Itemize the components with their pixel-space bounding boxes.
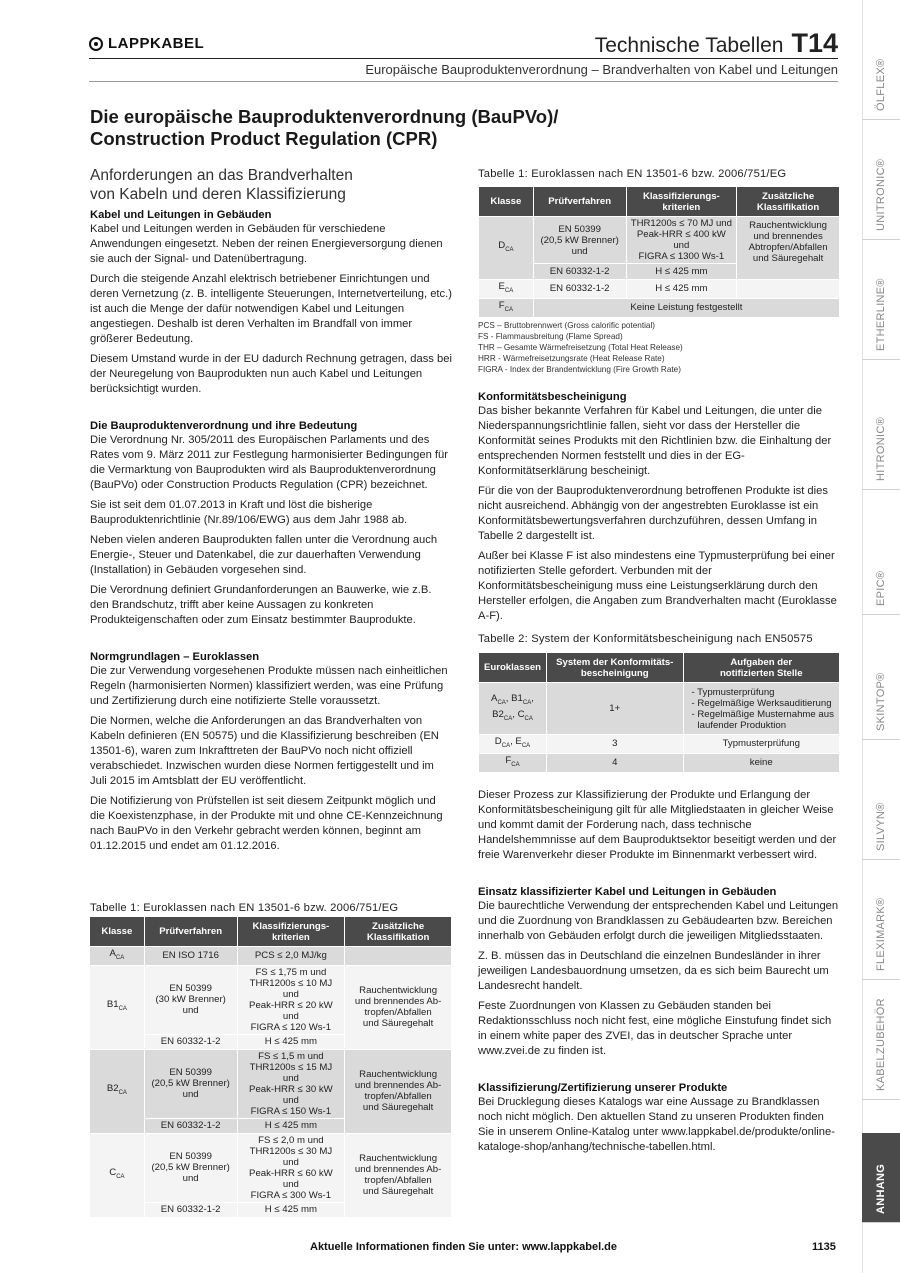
paragraph: Die baurechtliche Verwendung der entsprechenden Kabel und Leitungen und die Zuordnung von Brandklassen zu Gebäudearten bzw. Bereichen innerhalb von Gebäuden erfolgt durch die jeweiligen Mitgliedsstaaten. (478, 900, 839, 942)
subheading-klassifizierung: Klassifizierung/Zertifizierung unserer Produkte (478, 1082, 728, 1094)
footnote: HRR - Wärmefreisetzungsrate (Heat Release Rate) (478, 354, 665, 363)
col-header-euroklassen: Euroklassen (479, 653, 547, 683)
paragraph: Z. B. müssen das in Deutschland die einzelnen Bundesländer in ihrer jeweiligen Landesbauordnung umsetzen, da es sich beim Baurecht um Landesrecht handelt. (478, 950, 829, 992)
page-header (595, 28, 838, 59)
tab-epic[interactable] (862, 490, 900, 615)
table2-konformitaet (478, 652, 840, 773)
paragraph: Sie ist seit dem 01.07.2013 in Kraft und löst die bisherige Bauproduktenrichtlinie (Nr.89/106/EWG) aus dem Jahr 1988 ab. (90, 499, 408, 526)
table-row: $B1_{CA}$ EN 50399 (30 kW Brenner) und FS ≤ 1,75 m und THR1200s ≤ 10 MJ und Peak-HRR ≤ 20 kW und FIGRA ≤ 120 Ws-1 Rauchentwicklung und brennendes Ab- tropfen/Abfallen und Säuregehalt (90, 965, 452, 1034)
col-header-pruefverfahren: Prüfverfahren (533, 187, 626, 217)
paragraph: Die Normen, welche die Anforderungen an das Brandverhalten von Kabeln definieren (EN 50575) und die Klassifizierung beschreiben (EN 13501-6), waren zum Inkrafttreten der BauPVo noch nicht offiziell verabschiedet. Inzwischen wurden diese Normen fertiggestellt und im Juli 2015 im Amtsblatt der EU veröffentlicht. (90, 715, 439, 787)
page-title-line1: Die europäische Bauproduktenverordnung (BauPVo)/ (90, 106, 559, 127)
paragraph: Neben vielen anderen Bauprodukten fallen unter die Verordnung auch Energie-, Steuer und Datenkabel, die zur dauerhaften Verwendung (Installation) in Gebäuden vorgesehen sind. (90, 534, 438, 576)
tab-label: HITRONIC® (875, 417, 887, 481)
table-row: $A_{CA}$ EN ISO 1716 PCS ≤ 2,0 MJ/kg (90, 947, 452, 966)
left-column (90, 166, 452, 854)
tab-label: EPIC® (875, 570, 887, 606)
header-title: Technische Tabellen (594, 34, 784, 57)
tab-label: ANHANG (875, 1163, 887, 1214)
col-header-aufgaben: Aufgaben der notifizierten Stelle (683, 653, 840, 683)
table-row: $E_{CA}$ EN 60332-1-2 H ≤ 425 mm (479, 280, 840, 299)
table1-caption: Tabelle 1: Euroklassen nach EN 13501-6 bzw. 2006/751/EG (90, 902, 399, 914)
page-title-line2: Construction Product Regulation (CPR) (90, 128, 438, 149)
tab-hitronic[interactable] (862, 360, 900, 490)
col-header-zusatz: Zusätzliche Klassifikation (737, 187, 840, 217)
col-header-klasse: Klasse (90, 917, 145, 947)
table-row: EN 60332-1-2 H ≤ 425 mm (90, 1202, 452, 1217)
header-subtitle: Europäische Bauproduktenverordnung – Brandverhalten von Kabel und Leitungen (365, 62, 838, 77)
lapp-logo-icon (89, 37, 103, 51)
tab-label: SKINTOP® (875, 672, 887, 731)
tab-kabelzubehoer[interactable] (862, 980, 900, 1100)
tab-label: ÖLFLEX® (875, 58, 887, 111)
footnote: FS - Flammausbreitung (Flame Spread) (478, 332, 623, 341)
header-divider (89, 58, 838, 59)
header-code: T14 (791, 28, 838, 58)
section-heading (90, 166, 452, 204)
subheading-kabel-gebaeude: Kabel und Leitungen in Gebäuden (90, 209, 272, 221)
footnote: THR – Gesamte Wärmefreisetzung (Total Heat Release) (478, 343, 683, 352)
tab-unitronic[interactable] (862, 120, 900, 240)
tab-anhang[interactable] (862, 1133, 900, 1223)
tab-label: KABELZUBEHÖR (875, 998, 887, 1091)
footnote: FIGRA - Index der Brandentwicklung (Fire Growth Rate) (478, 365, 681, 374)
paragraph: Die Verordnung definiert Grundanforderungen an Bauwerke, wie z.B. den Brandschutz, trifft aber keine Aussagen zu konkreten Produkteigenschaften oder zum Einsatz bestimmter Bauprodukte. (90, 584, 432, 626)
tab-label: FLEXIMARK® (875, 897, 887, 971)
tab-etherline[interactable] (862, 240, 900, 360)
table1-euroklassen (89, 916, 452, 1218)
tab-silvyn[interactable] (862, 740, 900, 860)
table-row: $D_{CA}$, $E_{CA}$ 3 Typmusterprüfung (479, 735, 840, 754)
tab-label: ETHERLINE® (875, 278, 887, 351)
paragraph: Feste Zuordnungen von Klassen zu Gebäuden standen bei Redaktionsschluss noch nicht fest, eine mögliche Einstufung findet sich in einem white paper des ZVEI, das in deutscher Sprache unter www.zvei.de zu finden ist. (478, 1000, 832, 1057)
brand-logo (89, 35, 204, 52)
paragraph: Die Verordnung Nr. 305/2011 des Europäischen Parlaments und des Rates vom 9. März 2011 zur Festlegung harmonisierter Bedingungen für die Vermarktung von Bauprodukten wird als Bauproduktenverordnung (BauPVo) oder Construction Products Regulation (CPR) bezeichnet. (90, 434, 448, 491)
table-row: $C_{CA}$ EN 50399 (20,5 kW Brenner) und FS ≤ 2,0 m und THR1200s ≤ 30 MJ und Peak-HRR ≤ 60 kW und FIGRA ≤ 300 Ws-1 Rauchentwicklung und brennendes Ab- tropfen/Abfallen und Säuregehalt (90, 1133, 452, 1202)
tab-skintop[interactable] (862, 615, 900, 740)
col-header-system: System der Konformitäts- bescheinigung (546, 653, 683, 683)
side-tab-bar (862, 0, 900, 1273)
tab-label: SILVYN® (875, 802, 887, 851)
brand-name: LAPPKABEL (108, 35, 205, 52)
paragraph: Außer bei Klasse F ist also mindestens eine Typmusterprüfung bei einer notifizierten Stelle gefordert. Verbunden mit der Konformitätsbescheinigung muss eine Leistungserklärung durch den Hersteller erfolgen, die Angaben zum Brandverhalten macht (Euroklasse A-F). (478, 550, 837, 622)
footnote: PCS – Bruttobrennwert (Gross calorific potential) (478, 321, 656, 330)
col-header-klasse: Klasse (479, 187, 534, 217)
col-header-pruefverfahren: Prüfverfahren (144, 917, 237, 947)
paragraph: Das bisher bekannte Verfahren für Kabel und Leitungen, die unter die Niederspannungsrichtlinie fallen, sieht vor dass der Hersteller die Konformität seines Produkts mit den Richtlinien bzw. die Einhaltung der entsprechenden Normen feststellt und dies in der EG-Konformitätserklärung bescheinigt. (478, 405, 832, 477)
subheading-bauproduktenverordnung: Die Bauproduktenverordnung und ihre Bedeutung (90, 420, 358, 432)
subheader-divider (89, 81, 838, 82)
paragraph: Für die von der Bauproduktenverordnung betroffenen Produkte ist dies nicht ausreichend. Abhängig von der angestrebten Euroklasse ist ein Konformitätsbewertungsverfahren durchzuführen, dessen Umfang in Tabelle 2 dargestellt ist. (478, 485, 828, 542)
table-row: $F_{CA}$ Keine Leistung festgestellt (479, 298, 840, 317)
section-heading-line2: von Kabeln und deren Klassifizierung (90, 186, 346, 203)
table-row: EN 60332-1-2 H ≤ 425 mm (90, 1034, 452, 1049)
tab-oelflex[interactable] (862, 0, 900, 120)
footnotes (478, 320, 840, 375)
table-row: $D_{CA}$ EN 50399 (20,5 kW Brenner) und THR1200s ≤ 70 MJ und Peak-HRR ≤ 400 kW und FIGRA ≤ 1300 Ws-1 Rauchentwicklung und brennendes Abtropfen/Abfallen und Säuregehalt (479, 217, 840, 264)
table1-euroklassen-continued (478, 186, 840, 318)
table1r-caption: Tabelle 1: Euroklassen nach EN 13501-6 bzw. 2006/751/EG (478, 168, 787, 180)
right-column-text-2 (478, 788, 840, 1155)
subheading-einsatz: Einsatz klassifizierter Kabel und Leitungen in Gebäuden (478, 886, 777, 898)
table-row: $A_{CA}$, $B1_{CA}$, $B2_{CA}$, $C_{CA}$ 1+ - Typmusterprüfung - Regelmäßige Werksauditierung - Regelmäßige Musternahme aus laufender Produktion (479, 683, 840, 735)
table2-caption: Tabelle 2: System der Konformitätsbescheinigung nach EN50575 (478, 633, 813, 645)
subheading-konformitaet: Konformitätsbescheinigung (478, 391, 627, 403)
page-title (90, 106, 690, 150)
footer-text: Aktuelle Informationen finden Sie unter: www.lappkabel.de (310, 1241, 618, 1253)
paragraph: Kabel und Leitungen werden in Gebäuden für verschiedene Anwendungen eingesetzt. Neben der reinen Energieversorgung dienen sie auch der Signal- und Datenübertragung. (90, 223, 443, 265)
subheading-normgrundlagen: Normgrundlagen – Euroklassen (90, 651, 260, 663)
paragraph: Diesem Umstand wurde in der EU dadurch Rechnung getragen, dass bei der Neuregelung von Bauprodukten nun auch Kabel und Leitungen berücksichtigt wurden. (90, 353, 452, 395)
tab-label: UNITRONIC® (875, 158, 887, 231)
section-heading-line1: Anforderungen an das Brandverhalten (90, 167, 353, 184)
paragraph: Die zur Verwendung vorgesehenen Produkte müssen nach einheitlichen Regeln (harmonisierten Normen) klassifiziert werden, was eine Prüfung und Zertifizierung durch eine notifizierte Stelle voraussetzt. (90, 665, 448, 707)
paragraph: Die Notifizierung von Prüfstellen ist seit diesem Zeitpunkt möglich und die Koexistenzphase, in der Produkte mit und ohne CE-Kennzeichnung nach BauPVo in den Verkehr gebracht werden können, beginnt am 01.12.2015 und endet am 01.12.2016. (90, 795, 443, 852)
paragraph: Bei Drucklegung dieses Katalogs war eine Aussage zu Brandklassen noch nicht möglich. Den aktuellen Stand zu unseren Produkten finden Sie in unserem Online-Katalog unter www.lappkabel.de/produkte/online-kataloge-shop/anhang/technische-tabellen.html. (478, 1096, 835, 1153)
table-row: EN 60332-1-2 H ≤ 425 mm (479, 264, 840, 280)
table-row: $F_{CA}$ 4 keine (479, 753, 840, 772)
paragraph: Dieser Prozess zur Klassifizierung der Produkte und Erlangung der Konformitätsbescheinigung gilt für alle Mitgliedstaaten in gleicher Weise und kommt damit der Forderung nach, dass technische Handelshemmnisse auf dem Bauproduktsektor beseitigt werden und der freie Warenverkehr dieser Produkte im Binnenmarkt verbessert wird. (478, 789, 837, 861)
tab-fleximark[interactable] (862, 860, 900, 980)
col-header-zusatz: Zusätzliche Klassifikation (345, 917, 452, 947)
col-header-kriterien: Klassifizierungs- kriterien (237, 917, 345, 947)
paragraph: Durch die steigende Anzahl elektrisch betriebener Einrichtungen und deren Vernetzung (z. B. intelligente Steuerungen, Internetverteilung, etc.) ist auch die Menge der dafür notwendigen Kabel und Leitungen angestiegen. Deshalb ist deren Verhalten im Brandfall von immer größerer Bedeutung. (90, 273, 452, 345)
col-header-kriterien: Klassifizierungs- kriterien (626, 187, 737, 217)
page-number: 1135 (812, 1241, 836, 1253)
right-column-text-1 (478, 390, 840, 624)
table-row: EN 60332-1-2 H ≤ 425 mm (90, 1118, 452, 1133)
table-row: $B2_{CA}$ EN 50399 (20,5 kW Brenner) und FS ≤ 1,5 m und THR1200s ≤ 15 MJ und Peak-HRR ≤ 30 kW und FIGRA ≤ 150 Ws-1 Rauchentwicklung und brennendes Ab- tropfen/Abfallen und Säuregehalt (90, 1049, 452, 1118)
